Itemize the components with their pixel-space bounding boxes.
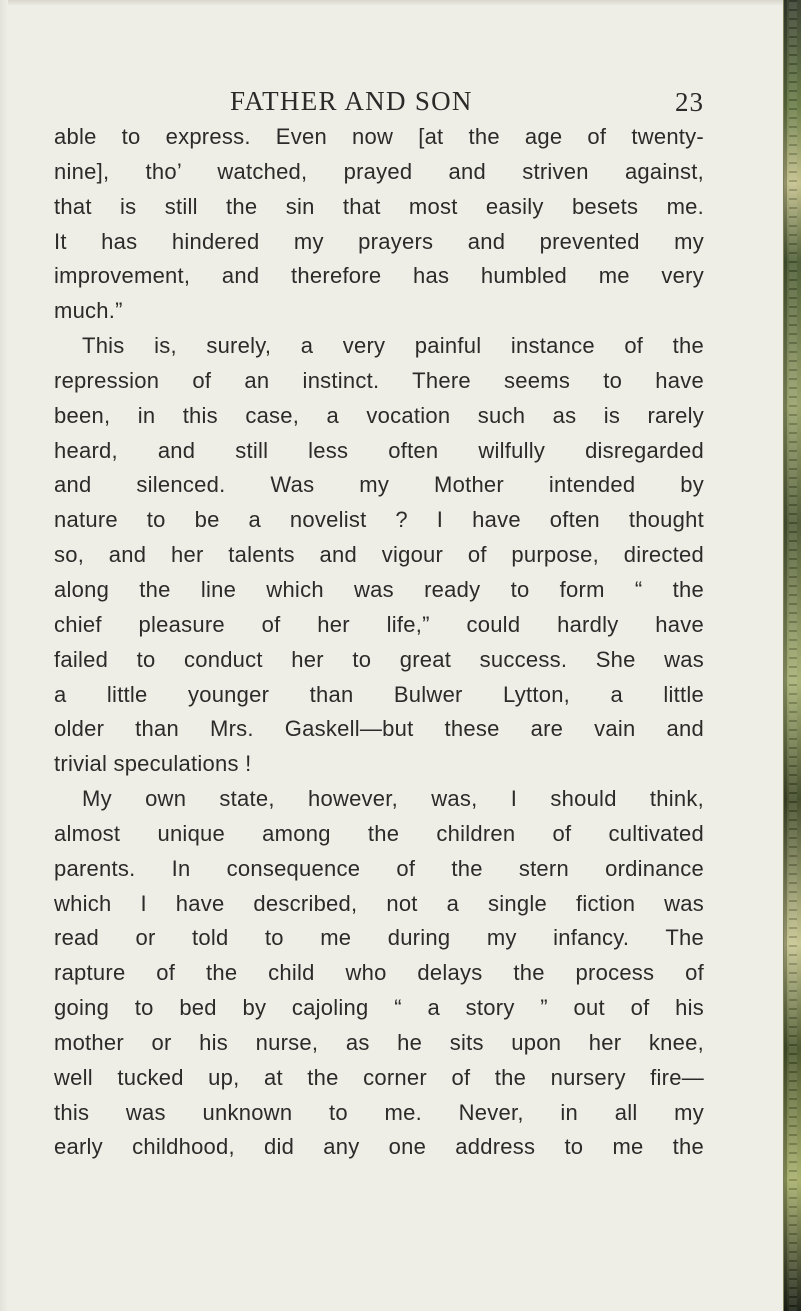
text-line: heard, and still less often wilfully disregarded	[54, 437, 704, 463]
text-line: older than Mrs. Gaskell—but these are vain and	[54, 716, 704, 742]
text-line: parents. In consequence of the stern ordinance	[54, 855, 704, 881]
text-line: It has hindered my prayers and prevented my	[54, 228, 704, 254]
book-edge-strip	[783, 0, 801, 1311]
text-line: failed to conduct her to great success. She was	[54, 646, 704, 672]
text-line: well tucked up, at the corner of the nursery fire—	[54, 1064, 704, 1090]
page-header	[54, 86, 704, 120]
text-line: read or told to me during my infancy. The	[54, 925, 704, 951]
text-line: trivial speculations !	[54, 751, 252, 777]
text-line: improvement, and therefore has humbled me very	[54, 263, 704, 289]
running-title: FATHER AND SON	[230, 86, 473, 116]
text-line: mother or his nurse, as he sits upon her knee,	[54, 1029, 704, 1055]
text-line: nature to be a novelist ? I have often thought	[54, 507, 704, 533]
text-line: repression of an instinct. There seems to have	[54, 367, 704, 393]
text-line: almost unique among the children of cultivated	[54, 820, 704, 846]
text-line: able to express. Even now [at the age of twenty-	[54, 124, 704, 149]
text-line: so, and her talents and vigour of purpose, directed	[54, 542, 704, 568]
text-line: My own state, however, was, I should think,	[82, 786, 704, 812]
text-line: early childhood, did any one address to me the	[54, 1134, 704, 1160]
text-line: This is, surely, a very painful instance of the	[82, 333, 704, 359]
body-text	[54, 120, 704, 1165]
text-line: which I have described, not a single fiction was	[54, 890, 704, 916]
text-line: that is still the sin that most easily besets me.	[54, 193, 704, 219]
text-line: a little younger than Bulwer Lytton, a little	[54, 681, 704, 707]
text-line: much.”	[54, 298, 123, 324]
text-line: along the line which was ready to form “ the	[54, 576, 704, 602]
text-line: been, in this case, a vocation such as is rarely	[54, 402, 704, 428]
text-line: chief pleasure of her life,” could hardly have	[54, 611, 704, 637]
page-number: 23	[675, 87, 704, 117]
page-top-shadow	[0, 0, 801, 6]
text-line: rapture of the child who delays the process of	[54, 960, 704, 986]
text-line: nine], tho’ watched, prayed and striven against,	[54, 158, 704, 184]
text-line: going to bed by cajoling “ a story ” out of his	[54, 995, 704, 1021]
text-line: this was unknown to me. Never, in all my	[54, 1099, 704, 1125]
text-line: and silenced. Was my Mother intended by	[54, 472, 704, 498]
page-left-shadow	[0, 0, 8, 1311]
